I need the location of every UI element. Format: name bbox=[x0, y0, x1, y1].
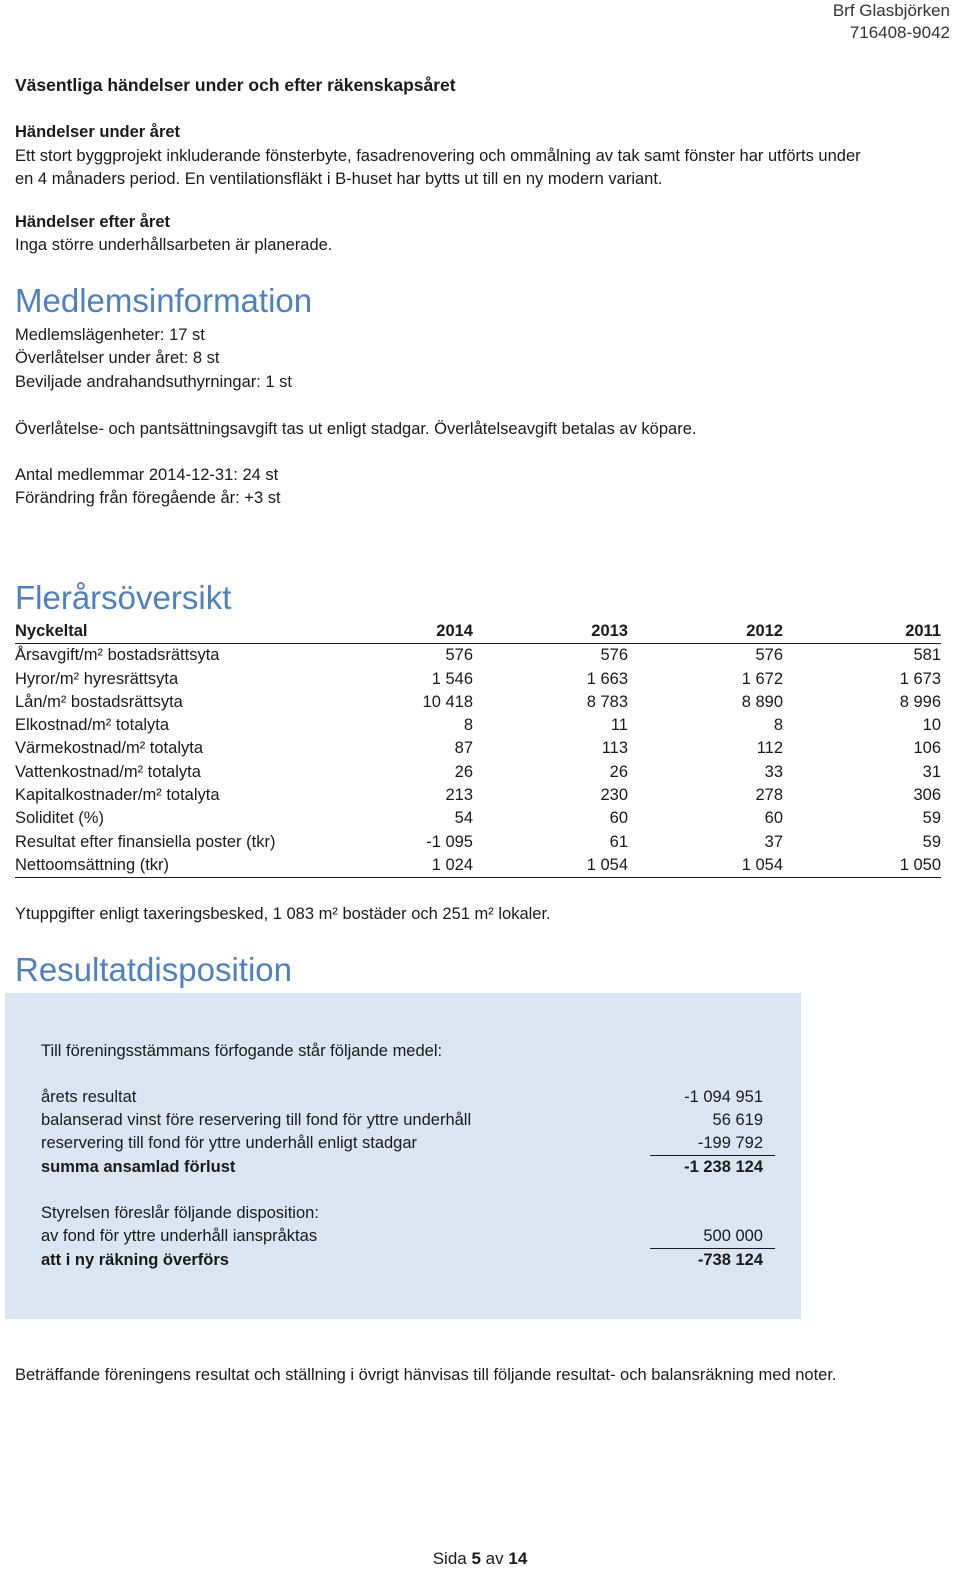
table-header-year: 2013 bbox=[591, 622, 628, 640]
member-transfers: Överlåtelser under året: 8 st bbox=[15, 349, 220, 367]
after-year-text: Inga större underhållsarbeten är planerade. bbox=[15, 236, 333, 254]
cell-value: 306 bbox=[913, 786, 941, 805]
cell-value: 576 bbox=[445, 646, 473, 665]
member-fees-note: Överlåtelse- och pantsättningsavgift tas ut enligt stadgar. Överlåtelseavgift betalas av köpare. bbox=[15, 420, 697, 438]
table-row bbox=[15, 831, 941, 854]
disposition-total-value: -1 238 124 bbox=[684, 1158, 763, 1176]
cell-value: 26 bbox=[454, 762, 473, 781]
page-total: 14 bbox=[508, 1549, 528, 1568]
proposal-item bbox=[41, 1225, 773, 1248]
member-count: Antal medlemmar 2014-12-31: 24 st bbox=[15, 466, 279, 484]
table-header-key-ratio: Nyckeltal bbox=[15, 622, 88, 640]
disposition-total bbox=[41, 1156, 773, 1179]
cell-value: 1 663 bbox=[586, 669, 628, 688]
row-label: Hyror/m² hyresrättsyta bbox=[15, 669, 179, 688]
cell-value: 11 bbox=[610, 716, 628, 735]
disposition-item-label: årets resultat bbox=[41, 1088, 137, 1106]
cell-value: 26 bbox=[609, 762, 628, 781]
table-header-year: 2011 bbox=[905, 622, 941, 640]
row-label: Elkostnad/m² totalyta bbox=[15, 716, 170, 735]
row-label: Resultat efter finansiella poster (tkr) bbox=[15, 832, 276, 851]
disposition-item bbox=[41, 1132, 773, 1155]
row-label: Vattenkostnad/m² totalyta bbox=[15, 762, 201, 781]
cell-value: 8 890 bbox=[741, 692, 783, 711]
cell-value: 278 bbox=[755, 786, 783, 805]
proposal-intro: Styrelsen föreslår följande disposition: bbox=[41, 1204, 319, 1222]
cell-value: 60 bbox=[609, 809, 628, 828]
proposal-item-label: av fond för yttre underhåll ianspråktas bbox=[41, 1227, 318, 1245]
row-label: Nettoomsättning (tkr) bbox=[15, 854, 315, 878]
cell-value: 60 bbox=[764, 809, 783, 828]
proposal-total-label: att i ny räkning överförs bbox=[41, 1251, 229, 1269]
cell-value: 230 bbox=[600, 786, 628, 805]
table-header-row bbox=[15, 620, 941, 644]
table-row bbox=[15, 644, 941, 668]
cell-value: 213 bbox=[445, 786, 473, 805]
cell-value: 54 bbox=[454, 809, 473, 828]
cell-value: 10 bbox=[922, 716, 941, 735]
row-label: Kapitalkostnader/m² totalyta bbox=[15, 786, 220, 805]
disposition-item bbox=[41, 1109, 773, 1132]
disposition-total-label: summa ansamlad förlust bbox=[41, 1158, 236, 1176]
cell-value: 112 bbox=[756, 739, 783, 758]
page-number: 5 bbox=[471, 1549, 481, 1568]
table-row bbox=[15, 784, 941, 807]
overview-footnote: Ytuppgifter enligt taxeringsbesked, 1 083 m² bostäder och 251 m² lokaler. bbox=[15, 905, 551, 923]
cell-value: 8 996 bbox=[899, 692, 941, 711]
table-header-year: 2012 bbox=[746, 622, 783, 640]
after-year-heading: Händelser efter året bbox=[15, 213, 170, 231]
cell-value: 576 bbox=[600, 646, 628, 665]
closing-note: Beträffande föreningens resultat och ställning i övrigt hänvisas till följande resultat- och balansräkning med noter. bbox=[15, 1366, 837, 1384]
cell-value: 8 bbox=[773, 716, 783, 735]
cell-value: 1 050 bbox=[783, 854, 941, 878]
disposition-box bbox=[5, 993, 801, 1319]
member-change: Förändring från föregående år: +3 st bbox=[15, 489, 281, 507]
during-year-heading: Händelser under året bbox=[15, 123, 181, 141]
row-label: Värmekostnad/m² totalyta bbox=[15, 739, 203, 758]
disposition-item-value: 56 619 bbox=[712, 1111, 763, 1129]
member-apartments: Medlemslägenheter: 17 st bbox=[15, 326, 205, 344]
table-row bbox=[15, 668, 941, 691]
document-header bbox=[833, 0, 950, 44]
cell-value: -1 095 bbox=[426, 832, 473, 851]
table-row bbox=[15, 761, 941, 784]
disposition-title: Resultatdisposition bbox=[15, 951, 292, 988]
proposal-total-value: -738 124 bbox=[697, 1251, 763, 1269]
page-of-label: av bbox=[485, 1549, 504, 1568]
table-row bbox=[15, 807, 941, 830]
member-sublets: Beviljade andrahandsuthyrningar: 1 st bbox=[15, 373, 293, 391]
cell-value: 33 bbox=[764, 762, 783, 781]
cell-value: 1 054 bbox=[628, 854, 783, 878]
cell-value: 8 bbox=[463, 716, 473, 735]
organization-name: Brf Glasbjörken bbox=[832, 1, 950, 20]
page-label: Sida bbox=[432, 1549, 467, 1568]
cell-value: 581 bbox=[913, 646, 941, 665]
cell-value: 1 024 bbox=[315, 854, 473, 878]
disposition-item bbox=[41, 1086, 773, 1109]
cell-value: 8 783 bbox=[586, 692, 628, 711]
disposition-item-value: -1 094 951 bbox=[684, 1088, 763, 1106]
page-footer bbox=[0, 1548, 960, 1570]
during-year-text-line-2: en 4 månaders period. En ventilationsfläkt i B-huset har bytts ut till en ny modern variant. bbox=[15, 170, 663, 188]
during-year-text-line-1: Ett stort byggprojekt inkluderande fönsterbyte, fasadrenovering och ommålning av tak samt fönster har utförts under bbox=[15, 147, 861, 165]
cell-value: 1 672 bbox=[741, 669, 783, 688]
table-header-year: 2014 bbox=[436, 622, 473, 640]
disposition-item-value: -199 792 bbox=[697, 1134, 763, 1152]
cell-value: 113 bbox=[601, 739, 628, 758]
member-info-title: Medlemsinformation bbox=[15, 282, 313, 319]
cell-value: 1 546 bbox=[431, 669, 473, 688]
overview-title: Flerårsöversikt bbox=[15, 579, 232, 616]
disposition-intro: Till föreningsstämmans förfogande står följande medel: bbox=[41, 1042, 443, 1060]
events-title: Väsentliga händelser under och efter räkenskapsåret bbox=[15, 75, 456, 95]
cell-value: 31 bbox=[922, 762, 941, 781]
table-row bbox=[15, 691, 941, 714]
table-row bbox=[15, 854, 941, 878]
disposition-item-label: reservering till fond för yttre underhåll enligt stadgar bbox=[41, 1134, 418, 1152]
table-row bbox=[15, 714, 941, 737]
cell-value: 59 bbox=[922, 832, 941, 851]
table-row bbox=[15, 737, 941, 760]
organization-number: 716408-9042 bbox=[849, 23, 950, 42]
proposal-total bbox=[41, 1249, 773, 1272]
cell-value: 61 bbox=[609, 832, 628, 851]
proposal-item-value: 500 000 bbox=[703, 1227, 763, 1245]
cell-value: 1 054 bbox=[473, 854, 628, 878]
cell-value: 59 bbox=[922, 809, 941, 828]
cell-value: 1 673 bbox=[899, 669, 941, 688]
cell-value: 87 bbox=[454, 739, 473, 758]
row-label: Soliditet (%) bbox=[15, 809, 104, 828]
cell-value: 576 bbox=[755, 646, 783, 665]
row-label: Årsavgift/m² bostadsrättsyta bbox=[15, 646, 220, 665]
cell-value: 37 bbox=[764, 832, 783, 851]
cell-value: 106 bbox=[913, 739, 941, 758]
cell-value: 10 418 bbox=[422, 692, 473, 711]
key-ratios-table bbox=[15, 620, 941, 878]
disposition-item-label: balanserad vinst före reservering till fond för yttre underhåll bbox=[41, 1111, 472, 1129]
row-label: Lån/m² bostadsrättsyta bbox=[15, 692, 183, 711]
